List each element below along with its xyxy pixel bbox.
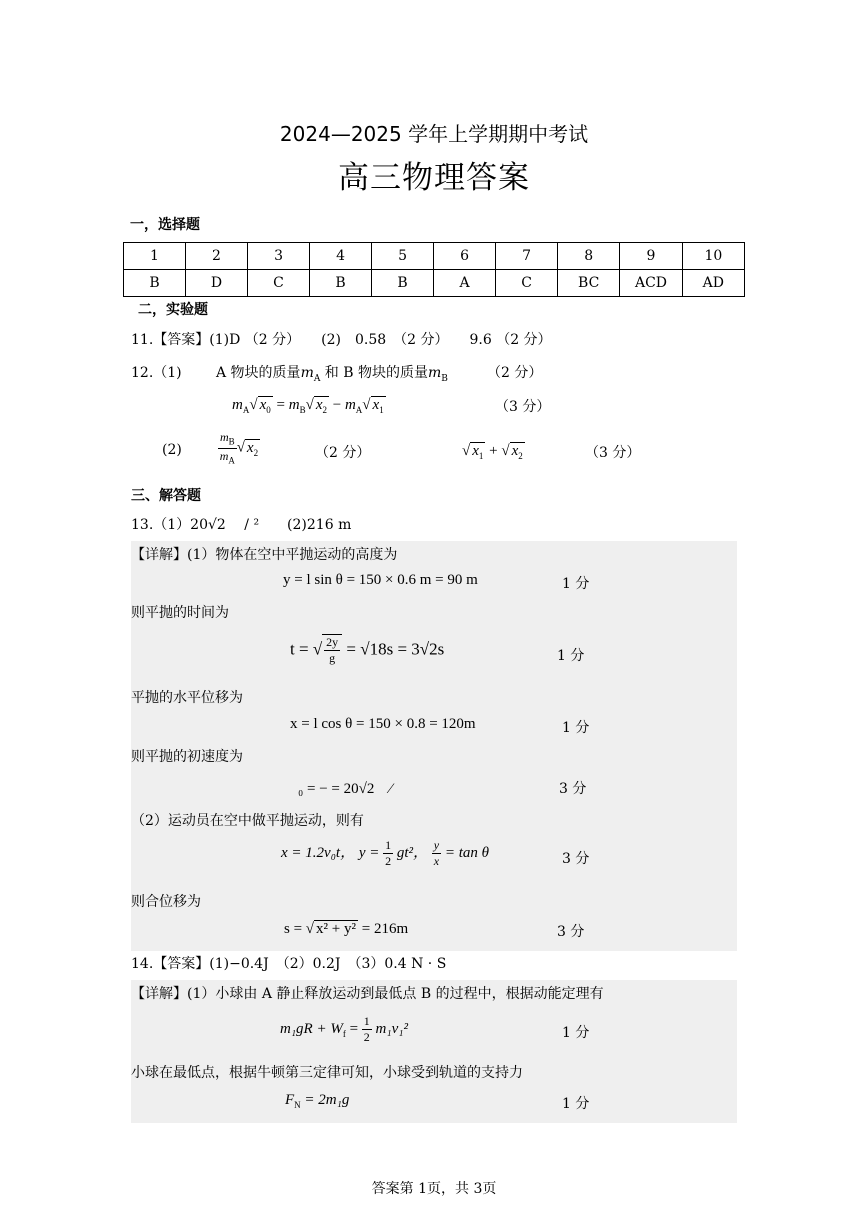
q14-eq1: $m_1gR + W_f$ = $\frac{1}{2}$ m₁v₁² — [280, 1014, 408, 1044]
q13-eq5-b: y = — [358, 844, 380, 861]
q13-eq1: y = l sin θ = 150 × 0.6 m = 90 m — [283, 572, 478, 588]
q-answer: C — [248, 270, 310, 297]
q13-score6: 3 分 — [557, 924, 585, 940]
q13-detail-intro: 【详解】(1）物体在空中平抛运动的高度为 — [131, 547, 398, 563]
q12-equation: $m_A√$ $x_0 = m_B√$ $x_2 - m_A√$ $x_1$ — [232, 397, 384, 415]
q13-eq6: s = √ x² + y² = 216m — [284, 921, 409, 937]
page-footer: 答案第 1页，共 3页 — [371, 1181, 497, 1197]
q-number: 8 — [558, 243, 620, 270]
q-number: 2 — [186, 243, 248, 270]
q14-eq1-c: m₁v₁² — [375, 1020, 408, 1037]
q14-answer: 14.【答案】(1)−0.4J （2）0.2J （3）0.4 N · S — [131, 956, 447, 972]
q13-score5: 3 分 — [562, 851, 590, 867]
q13-answer-a: 13.（1）20 — [131, 517, 208, 533]
section-choice-title: 一，选择题 — [130, 217, 200, 233]
q-answer: C — [496, 270, 558, 297]
q13-eq5-c: gt²， — [396, 844, 429, 861]
exam-title: 2024—2025 学年上学期期中考试 — [279, 122, 589, 146]
q13-eq3: x = l cos θ = 150 × 0.8 = 120m — [290, 716, 476, 732]
q12-score1: （2 分） — [487, 365, 543, 381]
q-answer: B — [124, 270, 186, 297]
q13-text6: 则合位移为 — [131, 894, 201, 910]
section-solve-title: 三、解答题 — [131, 488, 201, 504]
q12-text-b: 和 B 物块的质量 — [324, 365, 428, 381]
q13-text3: 平抛的水平位移为 — [131, 690, 243, 706]
q14-eq2-b: = 2m₁g — [300, 1092, 350, 1108]
q14-eq2: $F_N = 2m_1g$ — [285, 1092, 350, 1110]
q-number: 5 — [372, 243, 434, 270]
q13-answer-b: / ² (2)216 m — [244, 517, 352, 533]
answer-title: 高三物理答案 — [338, 160, 530, 196]
q13-eq2-b: = √18s = 3√2s — [346, 639, 445, 659]
q-number: 10 — [682, 243, 744, 270]
q12-line1: A 物块的质量$m_A$ 和 B 物块的质量$m_B$ — [216, 365, 448, 384]
q13-eq6-a: s = — [284, 921, 303, 937]
answer-table — [123, 242, 745, 297]
q14-score1: 1 分 — [562, 1025, 590, 1041]
q-answer: AD — [682, 270, 744, 297]
q14-eq1-a: m₁gR + W — [280, 1020, 343, 1037]
q-number: 3 — [248, 243, 310, 270]
q13-answer: 13.（1）20√2 / ² (2)216 m — [131, 517, 352, 533]
section-experiment-title: 二，实验题 — [138, 302, 208, 318]
q-answer: D — [186, 270, 248, 297]
q-number: 9 — [620, 243, 682, 270]
q11-answer: 11.【答案】(1)D （2 分） (2) 0.58 （2 分） 9.6 （2 分） — [131, 332, 552, 348]
q14-text2: 小球在最低点，根据牛顿第三定律可知，小球受到轨道的支持力 — [131, 1065, 523, 1081]
q13-eq2-a: t = — [290, 639, 309, 659]
q13-text4: 则平抛的初速度为 — [131, 749, 243, 765]
q13-score3: 1 分 — [562, 720, 590, 736]
q13-score4: 3 分 — [559, 781, 587, 797]
q-answer: B — [310, 270, 372, 297]
q12-text-a: A 物块的质量 — [216, 365, 301, 381]
q13-text5: （2）运动员在空中做平抛运动，则有 — [131, 813, 364, 829]
q12-score4: （3 分） — [585, 445, 641, 461]
q12-score2: （3 分） — [495, 399, 551, 415]
q13-score1: 1 分 — [562, 576, 590, 592]
q-number: 7 — [496, 243, 558, 270]
q-answer: A — [434, 270, 496, 297]
q13-eq5-a: x = 1.2v₀t， — [281, 844, 356, 861]
q13-eq5: x = 1.2v₀t， y = $\frac{1}{2}$ gt²， $\frac{y}{x}$ = tan θ — [281, 838, 490, 868]
table-row-answers — [124, 270, 745, 297]
q13-eq5-d: = tan θ — [444, 844, 490, 861]
q-answer: BC — [558, 270, 620, 297]
q13-score2: 1 分 — [557, 648, 585, 664]
q13-eq6-c: = 216m — [361, 921, 409, 937]
q13-eq4: ₀ = − = 20√2 ⁄ — [298, 781, 392, 797]
q13-eq6-b: x² + y² — [316, 921, 356, 937]
q13-eq2: t = √ $\frac{2y}{g}$ = √18s = 3√2s — [290, 635, 445, 665]
table-row-numbers — [124, 243, 745, 270]
q14-eq1-b: = — [345, 1020, 359, 1037]
q-number: 4 — [310, 243, 372, 270]
q12-ratio: $\frac{m_B}{m_A}$ √ $x_2$ — [219, 430, 259, 466]
q-number: 1 — [124, 243, 186, 270]
q-number: 6 — [434, 243, 496, 270]
q14-eq2-a: F — [285, 1092, 295, 1108]
q-answer: B — [372, 270, 434, 297]
q-answer: ACD — [620, 270, 682, 297]
q13-text2: 则平抛的时间为 — [131, 605, 229, 621]
q12-2-label: (2) — [162, 442, 182, 458]
q14-score2: 1 分 — [562, 1096, 590, 1112]
q12-score3: （2 分） — [315, 445, 371, 461]
q14-detail-intro: 【详解】(1）小球由 A 静止释放运动到最低点 B 的过程中，根据动能定理有 — [131, 986, 604, 1002]
q12-sum: √ $x_1$ + √ $x_2$ — [462, 443, 523, 461]
q12-label: 12.（1) — [131, 365, 182, 381]
